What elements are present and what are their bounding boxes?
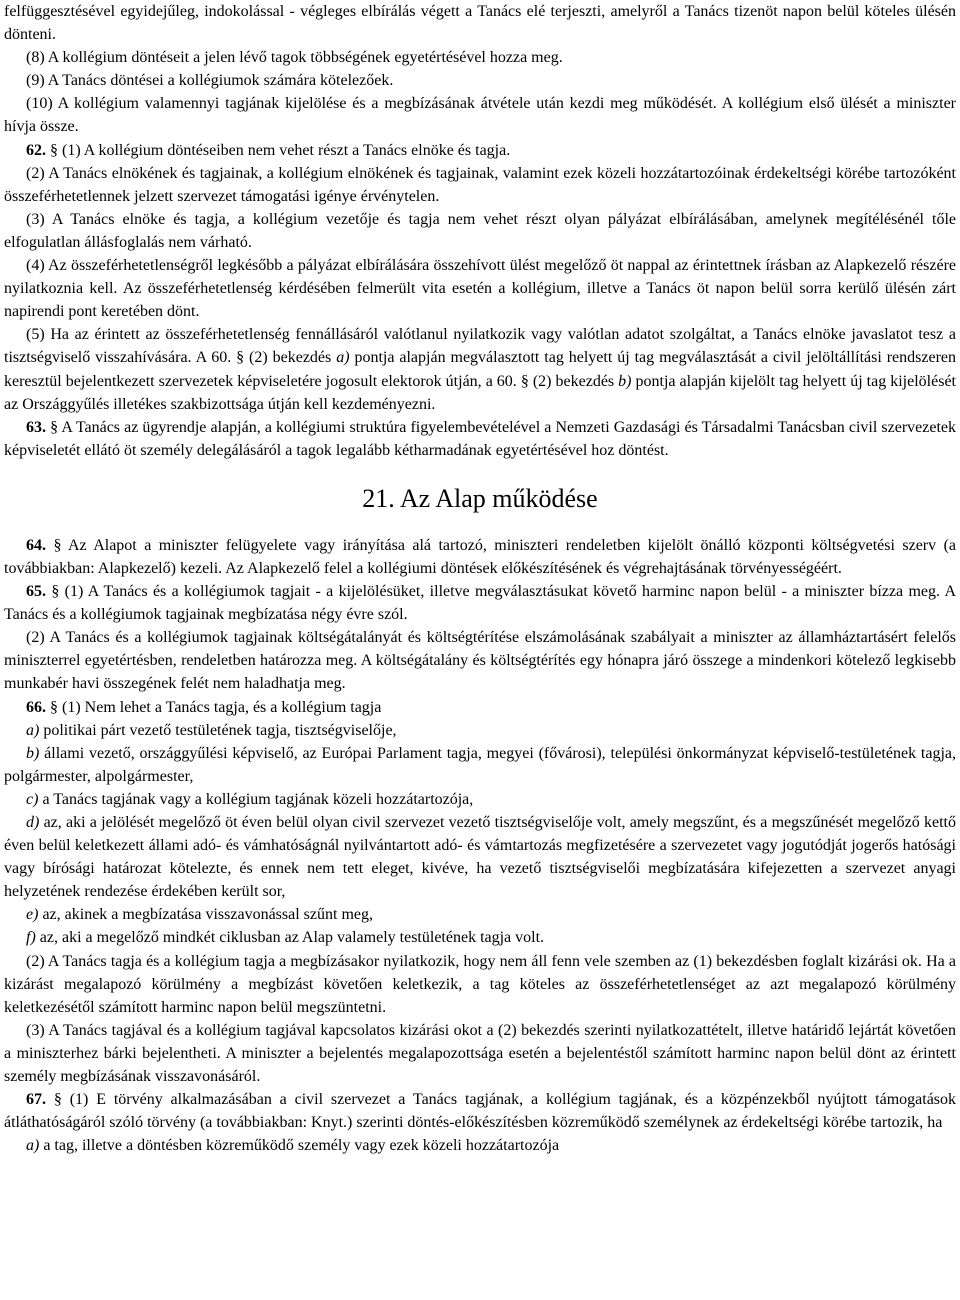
item-label: b) [26, 744, 40, 762]
paragraph-text: (1) A kollégium döntéseiben nem vehet részt a Tanács elnöke és tagja. [62, 141, 511, 159]
section-number: 62. [26, 141, 46, 159]
section-sign: § [50, 698, 58, 716]
list-item [4, 811, 956, 903]
chapter-heading: 21. Az Alap működése [362, 483, 598, 513]
item-label: c) [26, 790, 39, 808]
list-item [4, 742, 956, 788]
section-67-intro [4, 1088, 956, 1134]
item-text: a Tanács tagjának vagy a kollégium tagjának közeli hozzátartozója, [38, 790, 474, 808]
section-62-paragraph-2: (2) A Tanács elnökének és tagjainak, a kollégium elnökének és tagjainak, valamint ezek közeli hozzátartozóinak érdekeltségi körébe tartozóként összeférhetetlennek jelzett szervezet támogatási igénye érvénytelen. [4, 164, 956, 205]
section-66-paragraph-2: (2) A Tanács tagja és a kollégium tagja a megbízásakor nyilatkozik, hogy nem áll fenn vele szemben az (1) bekezdésben foglalt kizárási ok. Ha a kizárást megalapozó körülmény a megbízást követően keletkezik, a tag köteles az összeférhetetlenséget az azt megalapozó körülmény keletkezésétől számított harminc napon belül megszüntetni. [4, 952, 956, 1016]
paragraph-text: pontja alapján kijelölt tag helyett új tag kijelölését az Országgyűlés illetékes szakbizottsága útján kell kezdeményezni. [4, 372, 956, 413]
item-text: az, aki a megelőző mindkét ciklusban az Alap valamely testületének tagja volt. [35, 929, 545, 947]
item-text: politikai párt vezető testületének tagja, tisztségviselője, [39, 721, 397, 739]
section-64 [4, 534, 956, 580]
point-reference: a) [336, 349, 350, 367]
section-63 [4, 416, 956, 462]
section-number: 65. [26, 583, 46, 601]
section-sign: § [51, 583, 60, 601]
section-sign: § [50, 418, 59, 436]
paragraph: (9) A Tanács döntései a kollégiumok számára kötelezőek. [26, 72, 394, 90]
list-item [4, 1134, 956, 1157]
section-sign: § [53, 536, 62, 554]
paragraph-text: (1) Nem lehet a Tanács tagja, és a kollégium tagja [62, 698, 382, 716]
section-number: 64. [26, 536, 46, 554]
section-65-paragraph-1 [4, 580, 956, 626]
section-62-paragraph-1 [4, 139, 956, 162]
section-62-paragraph-3: (3) A Tanács elnöke és tagja, a kollégium vezetője és tagja nem vehet részt olyan pályázat elbírálásában, amelynek megítélésénél tőle elfogulatlan állásfoglalás nem várható. [4, 210, 956, 251]
section-sign: § [50, 141, 58, 159]
section-number: 66. [26, 698, 46, 716]
paragraph: (10) A kollégium valamennyi tagjának kijelölése és a megbízásának átvétele után kezdi meg működését. A kollégium első ülését a miniszter hívja össze. [4, 95, 956, 136]
item-label: e) [26, 906, 39, 924]
item-text: állami vezető, országgyűlési képviselő, az Európai Parlament tagja, megyei (fővárosi), települési önkormányzat képviselő-testületének tagja, polgármester, alpolgármester, [4, 744, 956, 785]
section-number: 63. [26, 418, 46, 436]
list-item [4, 719, 956, 742]
section-62-paragraph-5 [4, 323, 956, 415]
section-62-paragraph-4: (4) Az összeférhetetlenségről legkésőbb a pályázat elbírálására összehívott ülést megelőző öt nappal az érintettnek írásban az Alapkezelő részére nyilatkoznia kell. Az összeférhetetlenség kérdésében felmerült vita esetén a kollégium, illetve a Tanács öt napon belül sorra kerülő ülésén zárt napirendi pont keretében dönt. [4, 257, 956, 321]
section-66-paragraph-3: (3) A Tanács tagjával és a kollégium tagjával kapcsolatos kizárási okot a (2) bekezdés szerinti nyilatkozattételt, illetve határidő lejártát követően a miniszterhez bárki bejelentheti. A miniszter a bejelentés megalapozottsága esetén a bejelentéstől számított harminc napon belül dönt az érintett személy megbízásának visszavonásáról. [4, 1021, 956, 1086]
paragraph: (8) A kollégium döntéseit a jelen lévő tagok többségének egyetértésével hozza meg. [26, 49, 563, 67]
item-text: az, aki a jelölését megelőző öt éven belül olyan civil szervezet vezető tisztségviselője volt, amely megszűnt, és a megszűnését megelőző kettő éven belül keletkezett állami adó- és vámhatóságnál nyilvántartott adó- és vámtartozás megfizetésére a szervezetet vagy jogutódját jogerős hatósági vagy bírósági határozat kötelezte, és ennek nem tett eleget, kivéve, ha vezető tisztségviselői megbízatására kifejezetten a szervezet anyagi helyzetének rendezése érdekében került sor, [4, 814, 956, 901]
item-label: a) [26, 1137, 40, 1155]
point-reference: b) [618, 372, 632, 390]
paragraph: felfüggesztésével egyidejűleg, indokolással - végleges elbírálás végett a Tanács elé terjeszti, amelyről a Tanács tizenöt napon belül köteles ülésén dönteni. [4, 3, 956, 44]
list-item [4, 926, 956, 949]
item-label: a) [26, 721, 40, 739]
item-label: f) [26, 929, 36, 947]
list-item [4, 788, 956, 811]
paragraph-text: (1) A Tanács és a kollégiumok tagjait - a kijelölésüket, illetve megválasztásukat követő harminc napon belül - a miniszter bízza meg. A Tanács és a kollégiumok tagjainak megbízatása négy évre szól. [4, 583, 957, 624]
paragraph-text: A Tanács az ügyrendje alapján, a kollégiumi struktúra figyelembevételével a Nemzeti Gazdasági és Társadalmi Tanácsban civil szervezetek képviseletét ellátó öt személy delegálásáról a tagok legalább kétharmadának egyetértésével hoz döntést. [4, 418, 956, 459]
section-sign: § [53, 1091, 62, 1109]
section-65-paragraph-2: (2) A Tanács és a kollégiumok tagjainak költségátalányát és költségtérítése elszámolásának szabályait a miniszter az államháztartásért felelős miniszterrel egyetértésben, rendeletben határozza meg. A költségátalány és költségtérítés egy hónapra járó összege a mindenkori kötelező legkisebb munkabér havi összegének felét nem haladhatja meg. [4, 629, 956, 693]
list-item [4, 903, 956, 926]
paragraph-text: (5) Ha az érintett az összeférhetetlenség fennállásáról valótlanul nyilatkozik vagy valótlan adatot szolgáltat, a Tanács elnöke javaslatot tesz a tisztségviselő visszahívására. A 60. § (2) bekezdés [4, 326, 956, 367]
paragraph-text: Az Alapot a miniszter felügyelete vagy irányítása alá tartozó, miniszteri rendeletben kijelölt önálló központi költségvetési szerv (a továbbiakban: Alapkezelő) kezeli. Az Alapkezelő felel a kollégiumi döntések előkészítésének és végrehajtásának törvényességéért. [4, 536, 957, 577]
item-text: az, akinek a megbízatása visszavonással szűnt meg, [38, 906, 373, 924]
paragraph-text: pontja alapján megválasztott tag helyett új tag megválasztását a civil jelöltállítási rendszeren keresztül bejelentkezett szervezetek képviseletére jogosult elektorok útján, a 60. § (2) bekezdés [4, 349, 956, 390]
section-number: 67. [26, 1091, 46, 1109]
item-label: d) [26, 814, 40, 831]
item-text: a tag, illetve a döntésben közreműködő személy vagy ezek közeli hozzátartozója [39, 1137, 560, 1155]
section-66-intro [4, 696, 956, 719]
paragraph-text: (1) E törvény alkalmazásában a civil szervezet a Tanács tagjának, a kollégium tagjának, és a közpénzekből nyújtott támogatások átláthatóságáról szóló törvény (a továbbiakban: Knyt.) szerinti döntés-előkészítésben közreműködő személynek az érdekeltségi körébe tartozik, ha [4, 1091, 957, 1132]
